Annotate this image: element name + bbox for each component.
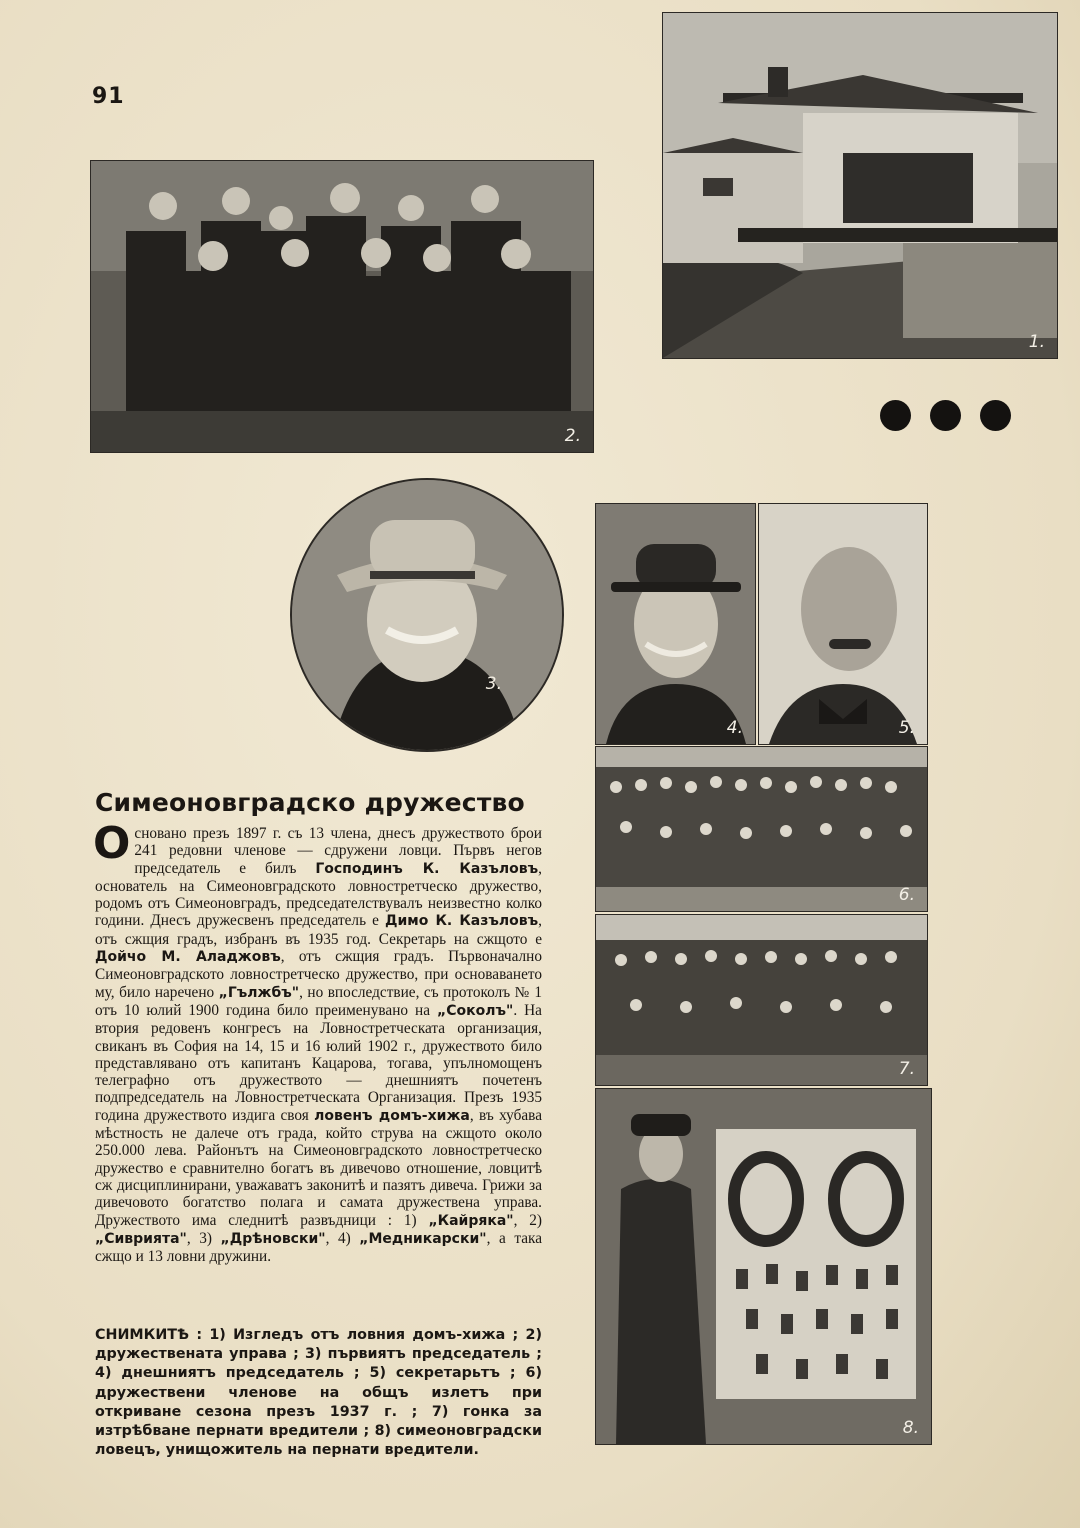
portrait-illustration <box>759 504 927 744</box>
emphasis-text: „Кайряка" <box>428 1212 514 1229</box>
paragraph-text: , отъ сжщия градъ. Първоначално Симеоновградското ловностретческо дружество, при основаването му, било наречено <box>95 948 542 1001</box>
hunter-illustration <box>596 1089 931 1444</box>
paragraph-text: , основатель на Симеоновградското ловностретческо дружество, родомъ отъ Симеоновградъ, председателствувалъ неизвестно колко години. Днесъ дружесвенъ председатель е <box>95 859 542 930</box>
emphasis-text: „Соколъ" <box>437 1002 514 1019</box>
emphasis-text: ловенъ домъ-хижа <box>314 1107 470 1124</box>
article-title: Симеоновградско дружество <box>95 788 525 817</box>
article-paragraph <box>93 818 542 1266</box>
article-body <box>93 818 542 1266</box>
photo-society-board <box>90 160 594 453</box>
emphasis-text: „Сиврията" <box>95 1230 187 1247</box>
photo-hunter-with-birds <box>595 1088 932 1445</box>
photo-current-chairman <box>595 503 756 745</box>
paragraph-text: , 3) <box>186 1229 221 1247</box>
photo-secretary <box>758 503 928 745</box>
emphasis-text: Господинъ К. Казъловъ <box>315 860 539 877</box>
emphasis-text: „Дрѣновски" <box>220 1230 326 1247</box>
photo-first-chairman <box>290 478 564 752</box>
photo-members-outing <box>595 746 928 912</box>
photo-number-2: 2. <box>564 426 581 446</box>
lodge-illustration <box>663 13 1057 358</box>
drop-cap: О <box>93 818 131 869</box>
photo-number-6: 6. <box>898 885 915 905</box>
paragraph-text: , но впоследствие, съ протоколъ № 1 отъ 10 юлий 1900 година било преименувано на <box>95 983 542 1019</box>
paragraph-text: , а така сжщо и 13 ловни дружини. <box>95 1229 542 1266</box>
photo-pest-hunt <box>595 914 928 1086</box>
photo-number-8: 8. <box>902 1418 919 1438</box>
photo-number-5: 5. <box>898 718 915 738</box>
dot-icon <box>930 400 961 431</box>
decorative-dots <box>880 400 1011 431</box>
emphasis-text: Дойчо М. Аладжовъ <box>95 949 281 966</box>
dot-icon <box>880 400 911 431</box>
emphasis-text: „Гължбъ" <box>218 984 300 1001</box>
crowd-illustration <box>596 915 927 1085</box>
photo-hunting-lodge <box>662 12 1058 359</box>
emphasis-text: Димо К. Казъловъ <box>385 913 539 930</box>
paragraph-text: , въ хубава мѣстность не далече отъ града, който струва на сжщото около 250.000 лева. Районътъ на Симеоновградското ловностретческо дружество е сравнително богатъ въ дивечово отношение, ловцитѣ сж дисциплинирани, уважаватъ законитѣ и пазятъ дивеча. Грижи за дивечовото богатство полага и самата дружествена управа. Дружеството има следнитѣ развъдници : 1) <box>95 1106 542 1229</box>
group-portrait-illustration <box>91 161 593 452</box>
page-number: 91 <box>92 84 125 109</box>
paragraph-text: , отъ сжщия градъ, избранъ въ 1935 год. Секретарь на сжщото е <box>95 912 542 948</box>
portrait-illustration <box>596 504 755 744</box>
paragraph-text: . На втория редовенъ конгресъ на Ловностретческата организация, свиканъ въ София на 14, 15 и 16 юлий 1902 г., дружеството било представлявано отъ капитанъ Кацарова, тогава, упълномощенъ телеграфно отъ дружеството — днешниятъ почетенъ подпредседатель на Ловностретческата Организация. Презъ 1935 година дружеството издига своя <box>95 1001 542 1124</box>
dot-icon <box>980 400 1011 431</box>
emphasis-text: „Медникарски" <box>359 1230 487 1247</box>
photo-captions: СНИМКИТѢ : 1) Изгледъ отъ ловния домъ-хижа ; 2) дружествената управа ; 3) първиятъ председатель ; 4) днешниятъ председатель ; 5) секретарьтъ ; 6) дружествени членове на общъ излетъ при откриване сезона презъ 1937 г. ; 7) гонка за изтрѣбване пернати вредители ; 8) симеоновградски ловецъ, унищожитель на пернати вредители. <box>95 1327 542 1459</box>
paragraph-text: , 4) <box>325 1229 360 1247</box>
photo-number-4: 4. <box>726 718 743 738</box>
photo-number-3: 3. <box>485 674 502 694</box>
portrait-illustration <box>292 480 562 750</box>
paragraph-text: , 2) <box>513 1211 542 1229</box>
photo-number-7: 7. <box>898 1059 915 1079</box>
photo-number-1: 1. <box>1028 332 1045 352</box>
crowd-illustration <box>596 747 927 911</box>
paragraph-text: сновано презъ 1897 г. съ 13 члена, днесъ дружеството брои 241 редовни членове — сдружени ловци. Първъ негов председатель е билъ <box>134 825 542 877</box>
